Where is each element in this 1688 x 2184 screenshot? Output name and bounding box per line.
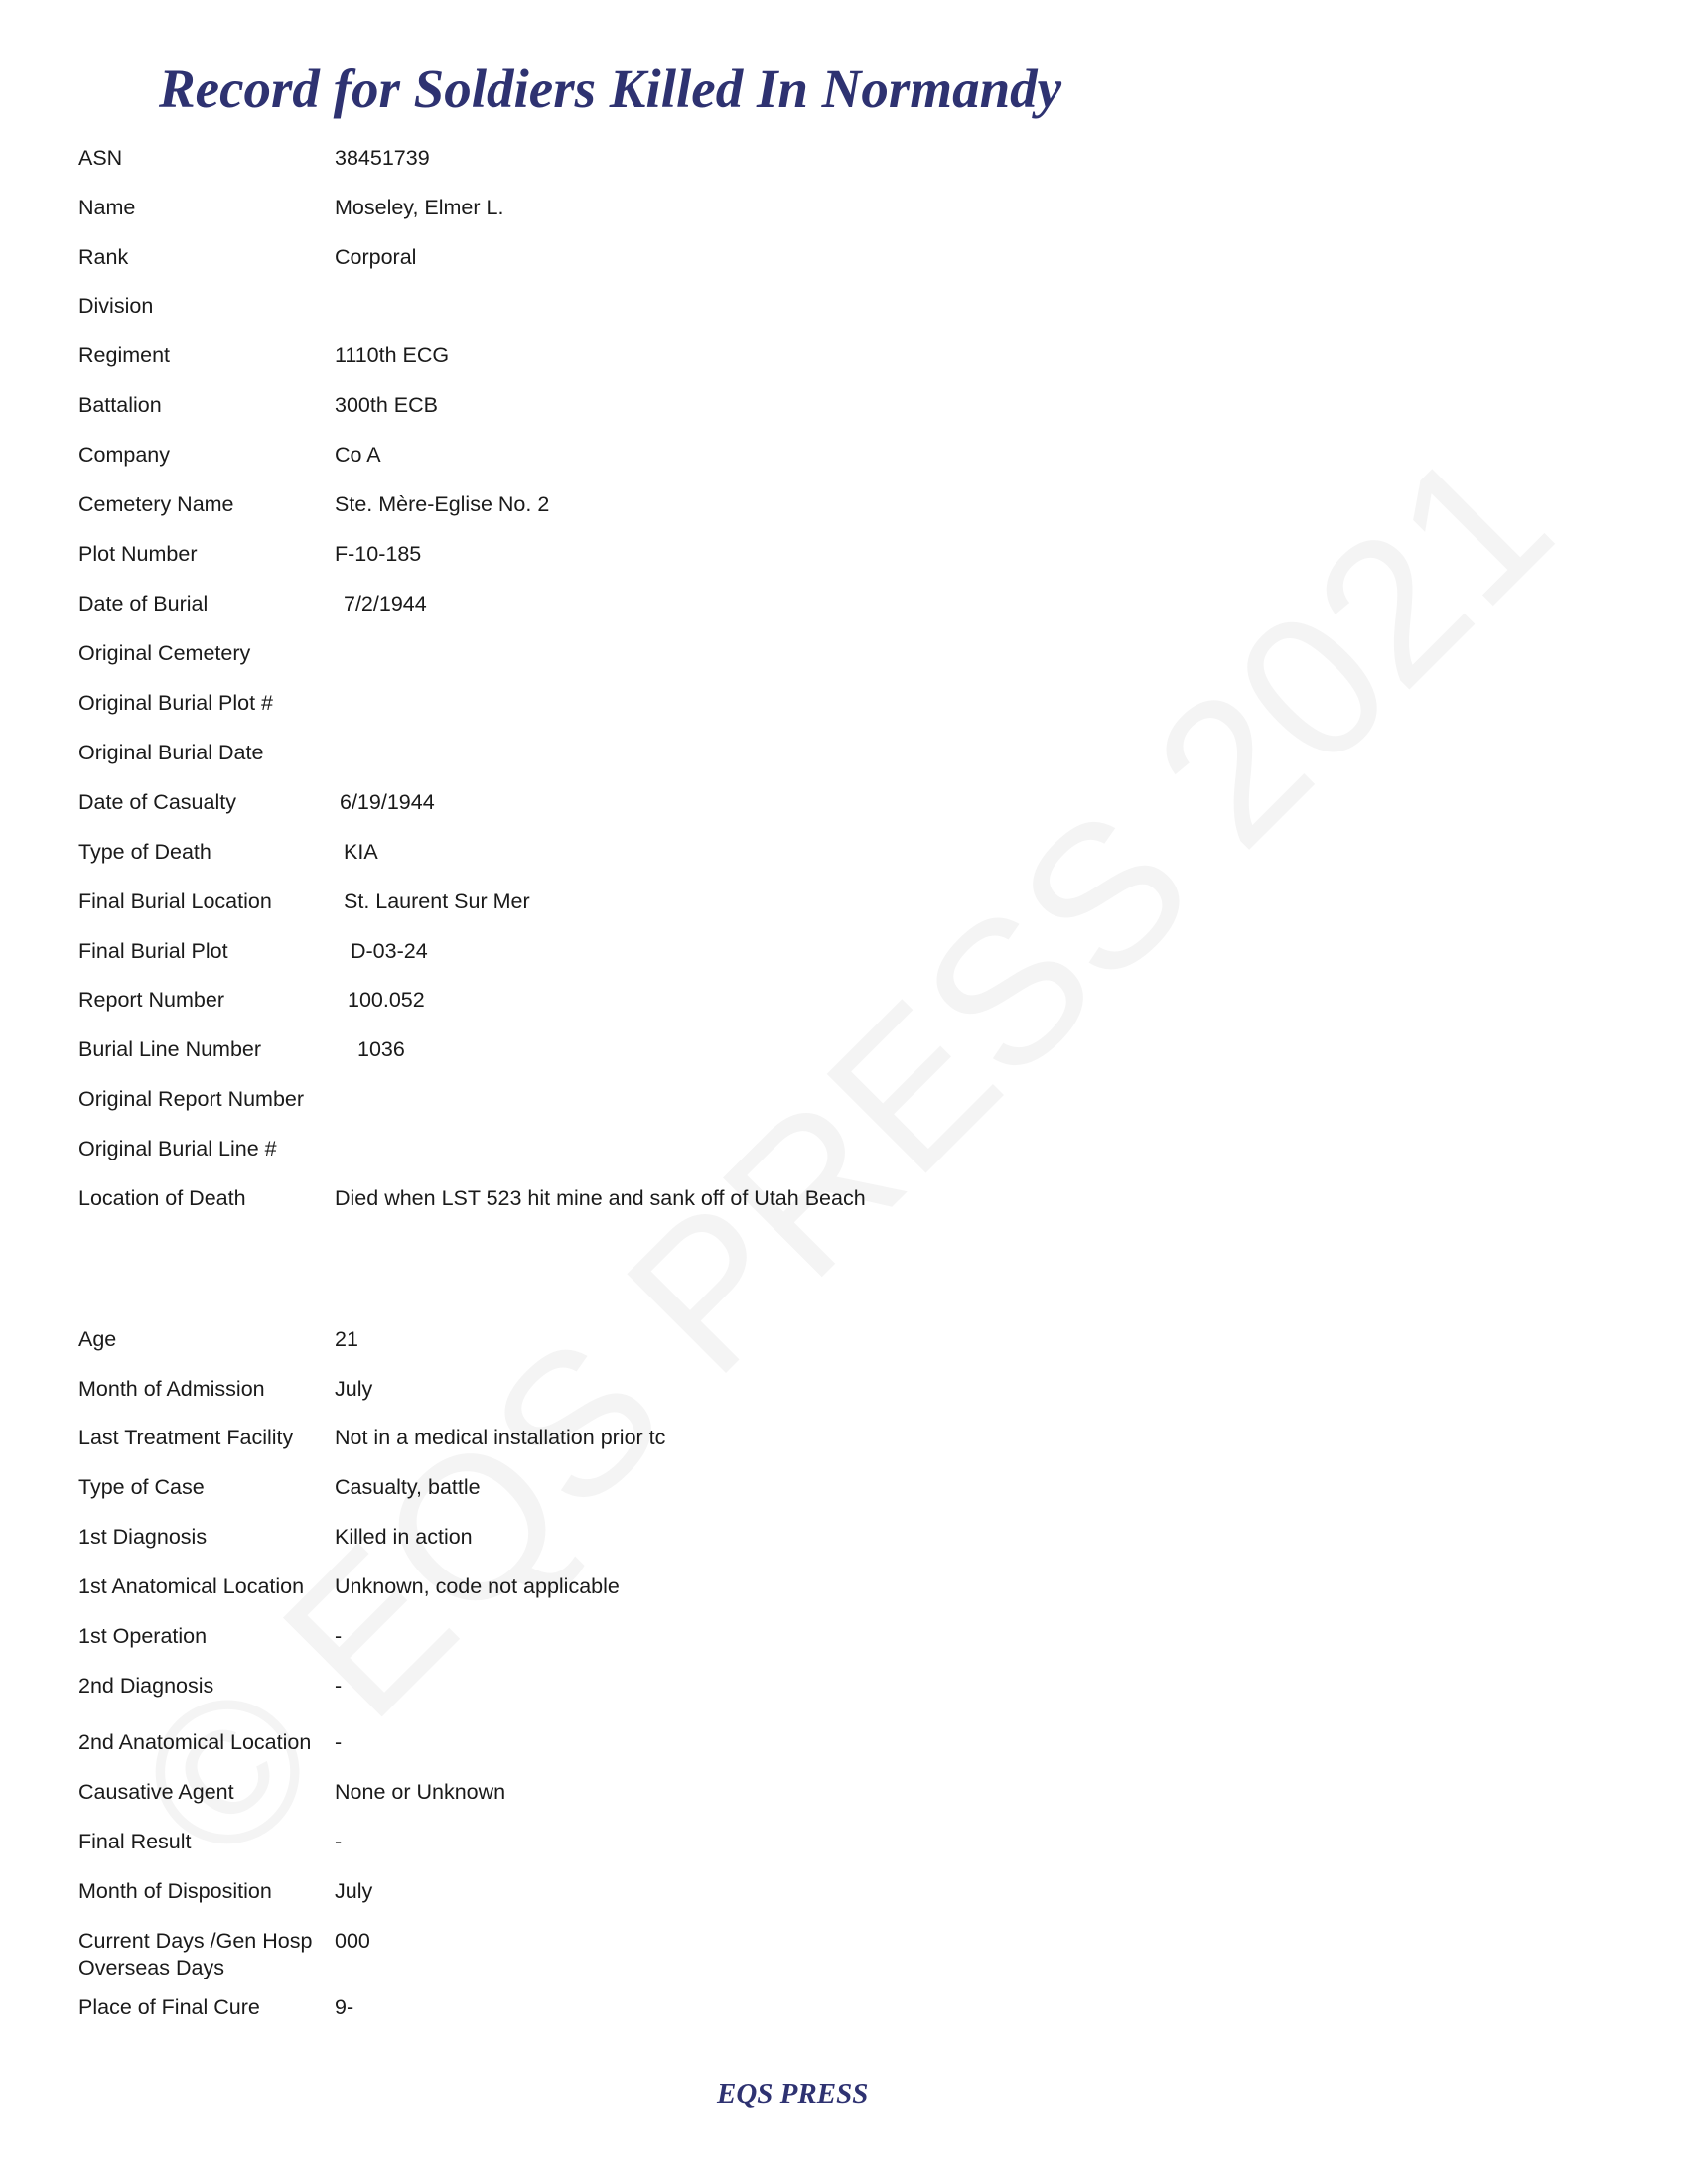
- field-value: Not in a medical installation prior tc: [335, 1426, 666, 1449]
- field-value: KIA: [344, 840, 378, 864]
- field-label: 1st Operation: [78, 1624, 208, 1648]
- field-label: Final Burial Location: [78, 889, 272, 913]
- field-label: Place of Final Cure: [78, 1995, 260, 2019]
- field-label: Burial Line Number: [78, 1037, 262, 1061]
- field-value: 000: [335, 1929, 370, 1953]
- field-value: 9-: [335, 1995, 354, 2019]
- field-value: 38451739: [335, 146, 430, 170]
- field-value: Casualty, battle: [335, 1475, 481, 1499]
- field-value: Unknown, code not applicable: [335, 1574, 620, 1598]
- field-value: -: [335, 1624, 343, 1648]
- field-label-line2: Overseas Days: [78, 1956, 224, 1979]
- field-value: None or Unknown: [335, 1780, 506, 1804]
- field-label: [78, 1928, 312, 1981]
- field-label: Date of Burial: [78, 592, 209, 615]
- field-label: Location of Death: [78, 1186, 246, 1210]
- field-label: Plot Number: [78, 542, 198, 566]
- field-value: Killed in action: [335, 1525, 473, 1549]
- field-label: Battalion: [78, 393, 162, 417]
- field-value: Co A: [335, 443, 381, 467]
- field-label: Original Burial Line #: [78, 1137, 277, 1160]
- field-label: Date of Casualty: [78, 790, 236, 814]
- field-label: Original Report Number: [78, 1087, 305, 1111]
- field-label: 1st Diagnosis: [78, 1525, 208, 1549]
- watermark: [92, 405, 1597, 1909]
- field-label: 2nd Diagnosis: [78, 1674, 214, 1698]
- field-value: Corporal: [335, 245, 417, 269]
- field-value: 6/19/1944: [340, 790, 435, 814]
- field-value: 1036: [357, 1037, 405, 1061]
- field-value: 21: [335, 1327, 358, 1351]
- field-label: Name: [78, 196, 136, 219]
- field-value: Ste. Mère-Eglise No. 2: [335, 492, 550, 516]
- field-label: 2nd Anatomical Location: [78, 1730, 312, 1754]
- field-label: Company: [78, 443, 171, 467]
- field-label: Type of Case: [78, 1475, 205, 1499]
- field-label: Original Burial Plot #: [78, 691, 273, 715]
- field-label: ASN: [78, 146, 123, 170]
- field-label-line1: Current Days /Gen Hosp: [78, 1929, 313, 1953]
- field-label: Month of Disposition: [78, 1879, 272, 1903]
- field-label: Final Result: [78, 1830, 192, 1853]
- field-value: D-03-24: [351, 939, 428, 963]
- field-label: Causative Agent: [78, 1780, 234, 1804]
- field-value: July: [335, 1377, 373, 1401]
- field-label: 1st Anatomical Location: [78, 1574, 305, 1598]
- field-label: Month of Admission: [78, 1377, 265, 1401]
- field-value: Moseley, Elmer L.: [335, 196, 504, 219]
- field-value: St. Laurent Sur Mer: [344, 889, 530, 913]
- field-label: Last Treatment Facility: [78, 1426, 294, 1449]
- field-label: Type of Death: [78, 840, 211, 864]
- field-value: Died when LST 523 hit mine and sank off of Utah Beach: [335, 1186, 866, 1210]
- field-label: Rank: [78, 245, 129, 269]
- field-value: 7/2/1944: [344, 592, 427, 615]
- field-value: 300th ECB: [335, 393, 438, 417]
- field-label: Regiment: [78, 343, 171, 367]
- field-label: Cemetery Name: [78, 492, 234, 516]
- field-value: F-10-185: [335, 542, 422, 566]
- field-label: Final Burial Plot: [78, 939, 228, 963]
- field-label: Division: [78, 294, 154, 318]
- field-label: Original Cemetery: [78, 641, 251, 665]
- page-title: Record for Soldiers Killed In Normandy: [159, 59, 1062, 119]
- footer-publisher: EQS PRESS: [717, 2078, 869, 2110]
- field-value: -: [335, 1830, 343, 1853]
- field-value: July: [335, 1879, 373, 1903]
- field-value: 100.052: [348, 988, 425, 1012]
- field-label: Age: [78, 1327, 117, 1351]
- field-value: 1110th ECG: [335, 343, 450, 367]
- field-value: -: [335, 1730, 343, 1754]
- field-label: Report Number: [78, 988, 224, 1012]
- field-label: Original Burial Date: [78, 741, 264, 764]
- field-value: -: [335, 1674, 343, 1698]
